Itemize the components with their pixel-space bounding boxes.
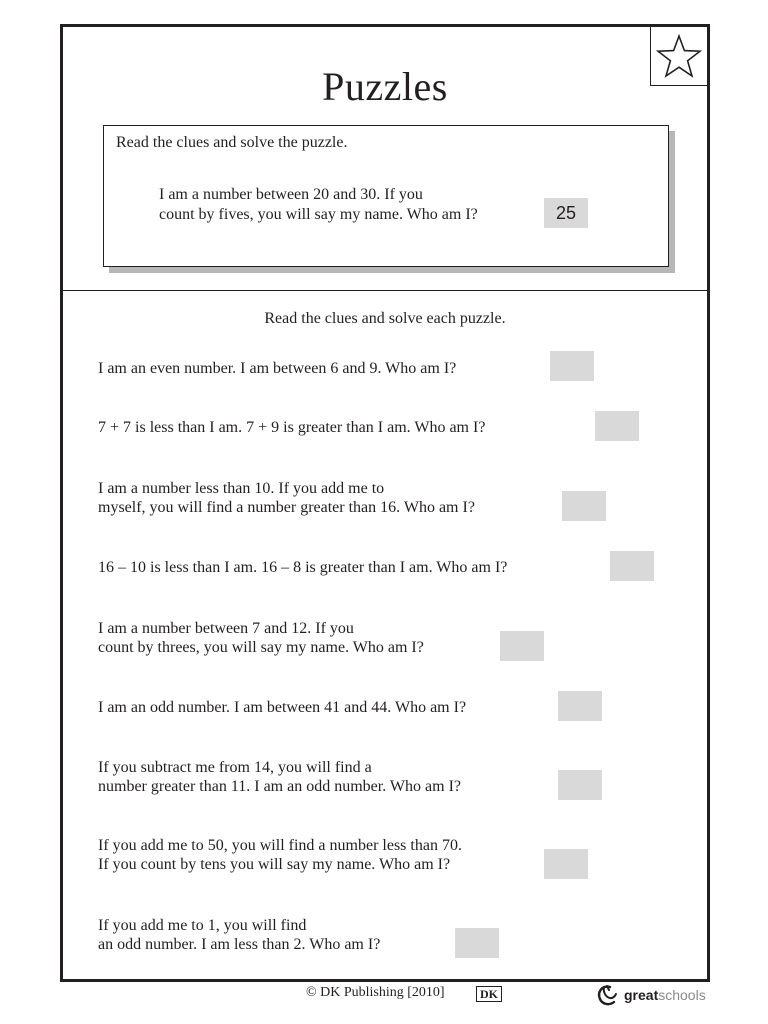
puzzle-clue-line: 7 + 7 is less than I am. 7 + 9 is greater than I am. Who am I? [98,419,486,436]
puzzle-clue-line: 16 – 10 is less than I am. 16 – 8 is greater than I am. Who am I? [98,559,508,576]
answer-box[interactable] [562,491,606,521]
puzzle-clue-line: number greater than 11. I am an odd number. Who am I? [98,778,461,795]
answer-box[interactable] [595,411,639,441]
page-title: Puzzles [322,64,448,109]
example-instruction: Read the clues and solve the puzzle. [116,134,348,151]
puzzle-clue-line: I am a number less than 10. If you add me to [98,480,385,497]
greatschools-word-great: great [624,987,659,1003]
worksheet-frame [60,24,710,982]
main-instruction: Read the clues and solve each puzzle. [264,310,506,327]
answer-box[interactable] [500,631,544,661]
example-clue-line: I am a number between 20 and 30. If you [159,186,423,203]
answer-box[interactable] [558,770,602,800]
puzzle-clue-line: I am a number between 7 and 12. If you [98,620,354,637]
copyright-text: © DK Publishing [2010] [306,985,445,1000]
answer-box[interactable] [558,691,602,721]
example-answer-box: 25 [544,198,588,228]
example-clue-line: count by fives, you will say my name. Who am I? [159,206,478,223]
puzzle-clue-line: If you add me to 50, you will find a number less than 70. [98,837,462,854]
answer-box[interactable] [610,551,654,581]
answer-box[interactable] [550,351,594,381]
greatschools-swirl-icon [596,983,622,1007]
greatschools-logo-icon [596,982,712,1008]
section-divider [63,290,707,291]
puzzle-clue-line: an odd number. I am less than 2. Who am I? [98,936,381,953]
greatschools-word-schools: schools [658,987,706,1003]
answer-box[interactable] [544,849,588,879]
star-badge [650,27,707,86]
answer-box[interactable] [455,928,499,958]
puzzle-clue-line: I am an even number. I am between 6 and 9. Who am I? [98,360,457,377]
greatschools-wordmark [624,987,706,1003]
puzzle-clue-line: I am an odd number. I am between 41 and 44. Who am I? [98,699,467,716]
star-icon [656,33,702,79]
puzzle-clue-line: myself, you will find a number greater than 16. Who am I? [98,499,475,516]
puzzle-clue-line: If you subtract me from 14, you will find a [98,759,372,776]
footer [0,985,768,1007]
puzzle-clue-line: If you count by tens you will say my name. Who am I? [98,856,451,873]
puzzle-clue-line: count by threes, you will say my name. Who am I? [98,639,424,656]
puzzle-clue-line: If you add me to 1, you will find [98,917,307,934]
dk-logo-icon: DK [476,986,502,1002]
example-box [103,125,669,267]
